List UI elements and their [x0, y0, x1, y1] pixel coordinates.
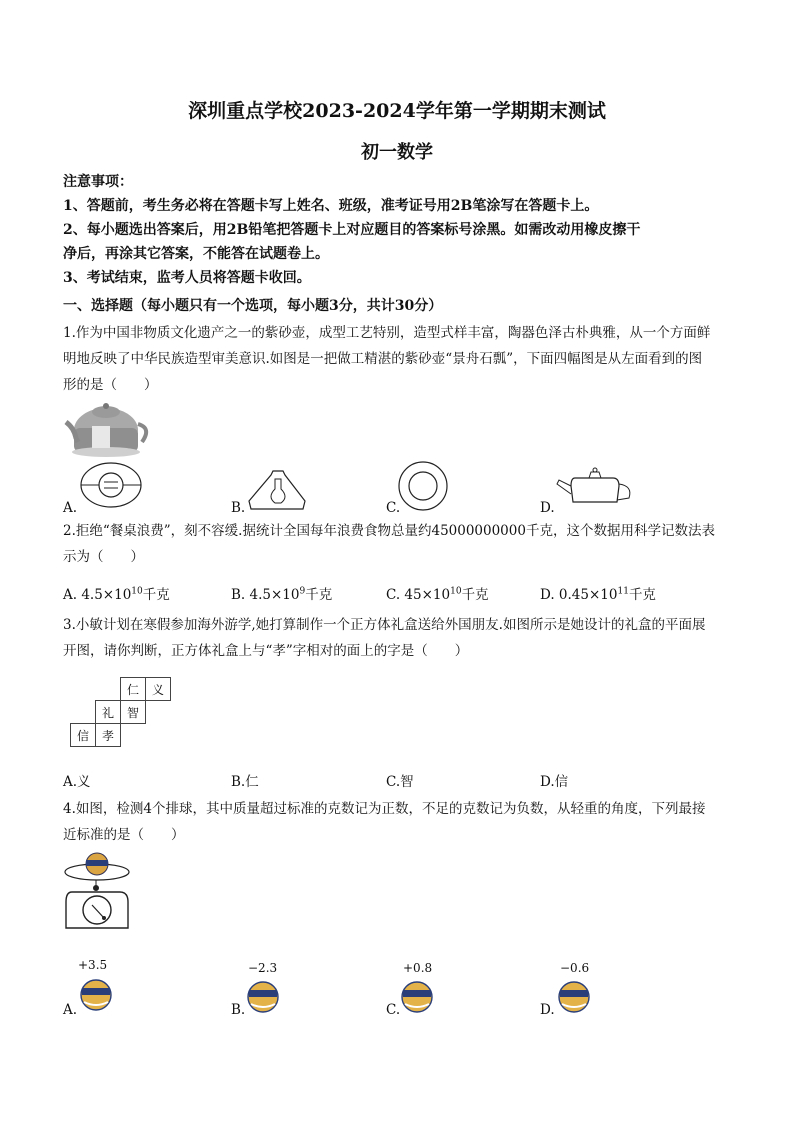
notice-item: 净后，再涂其它答案，不能答在试题卷上。	[63, 246, 329, 262]
section-heading: 一、选择题（每小题只有一个选项，每小题3分，共计30分）	[63, 298, 443, 314]
q1-option-c[interactable]: C.	[386, 500, 401, 516]
net-face-xiao: 孝	[96, 724, 121, 747]
cube-net	[70, 677, 171, 747]
q1-line: 明地反映了中华民族造型审美意识.如图是一把做工精湛的紫砂壶“景舟石瓢”，下面四幅图是从左面看到的图	[63, 351, 703, 367]
volleyball-icon	[76, 978, 116, 1012]
volleyball-icon	[243, 980, 283, 1014]
q2-option-d-exp: 11	[617, 586, 629, 597]
q1-line: 形的是（ ）	[63, 377, 158, 393]
q2-line: 示为（ ）	[63, 549, 144, 565]
q2-option-a-unit: 千克	[142, 587, 170, 603]
q2-option-b-exp: 9	[299, 586, 306, 597]
notice-item: 3、考试结束，监考人员将答题卡收回。	[63, 270, 311, 286]
scale-figure	[62, 850, 137, 935]
q3-option-a[interactable]: A.义	[63, 774, 91, 790]
q4-option-a[interactable]: A.	[63, 1002, 78, 1018]
page-subtitle: 初一数学	[361, 142, 433, 163]
notice-heading: 注意事项：	[63, 174, 133, 190]
q4-line: 4.如图，检测4个排球，其中质量超过标准的克数记为正数，不足的克数记为负数，从轻重的角度，下列最接	[63, 801, 706, 817]
volleyball-icon	[554, 980, 594, 1014]
q2-option-c-exp: 10	[450, 586, 462, 597]
teapot-photo	[62, 402, 152, 460]
q2-option-b-base: B. 4.5×10	[231, 587, 300, 603]
page-title: 深圳重点学校2023-2024学年第一学期期末测试	[188, 100, 606, 122]
net-face-li: 礼	[96, 701, 121, 724]
net-face-ren: 仁	[121, 678, 146, 701]
q2-option-d-base: D. 0.45×10	[540, 587, 618, 603]
notice-item: 2、每小题选出答案后，用2B铅笔把答题卡上对应题目的答案标号涂黑。如需改动用橡皮擦干	[63, 222, 641, 238]
q2-option-a[interactable]	[63, 583, 170, 603]
q2-option-b-unit: 千克	[305, 587, 333, 603]
q1-option-b-figure	[245, 465, 310, 515]
q4-option-c[interactable]: C.	[386, 1002, 401, 1018]
q4-value-a: +3.5	[78, 958, 108, 972]
question-3	[63, 612, 733, 664]
q2-option-d-unit: 千克	[628, 587, 656, 603]
notice-item: 1、答题前，考生务必将在答题卡写上姓名、班级，准考证号用2B笔涂写在答题卡上。	[63, 198, 599, 214]
q2-option-c-unit: 千克	[461, 587, 489, 603]
q4-value-c: +0.8	[403, 961, 433, 975]
q3-line: 3.小敏计划在寒假参加海外游学,她打算制作一个正方体礼盒送给外国朋友.如图所示是她设计的礼盒的平面展	[63, 617, 706, 633]
q4-line: 近标准的是（ ）	[63, 827, 185, 843]
q2-option-c-base: C. 45×10	[386, 587, 451, 603]
q4-value-b: −2.3	[248, 961, 278, 975]
question-4	[63, 796, 733, 848]
notice-block	[63, 170, 640, 290]
question-2	[63, 518, 733, 570]
q1-option-d-figure	[555, 464, 635, 510]
q3-line: 开图，请你判断，正方体礼盒上与“孝”字相对的面上的字是（ ）	[63, 643, 469, 659]
q3-option-b[interactable]: B.仁	[231, 774, 259, 790]
net-face-xin: 信	[71, 724, 96, 747]
q1-option-a[interactable]: A.	[63, 500, 78, 516]
q1-option-a-figure	[78, 460, 143, 510]
q4-option-b[interactable]: B.	[231, 1002, 246, 1018]
q2-option-a-base: A. 4.5×10	[63, 587, 132, 603]
q2-option-c[interactable]	[386, 583, 489, 603]
q2-option-a-exp: 10	[131, 586, 143, 597]
net-face-zhi: 智	[121, 701, 146, 724]
q1-option-b[interactable]: B.	[231, 500, 246, 516]
q2-option-b[interactable]	[231, 583, 332, 603]
q2-line: 2.拒绝“餐桌浪费”，刻不容缓.据统计全国每年浪费食物总量约45000000000千克，这个数据用科学记数法表	[63, 523, 715, 539]
q4-value-d: −0.6	[560, 961, 590, 975]
net-face-yi: 义	[146, 678, 171, 701]
q1-line: 1.作为中国非物质文化遗产之一的紫砂壶，成型工艺特别，造型式样丰富，陶器色泽古朴典雅，从一个方面鲜	[63, 325, 711, 341]
q2-option-d[interactable]	[540, 583, 656, 603]
question-1	[63, 320, 733, 398]
volleyball-icon	[397, 980, 437, 1014]
q4-option-d[interactable]: D.	[540, 1002, 555, 1018]
q1-option-d[interactable]: D.	[540, 500, 555, 516]
q1-option-c-figure	[396, 460, 451, 512]
q3-option-c[interactable]: C.智	[386, 774, 414, 790]
q3-option-d[interactable]: D.信	[540, 774, 569, 790]
